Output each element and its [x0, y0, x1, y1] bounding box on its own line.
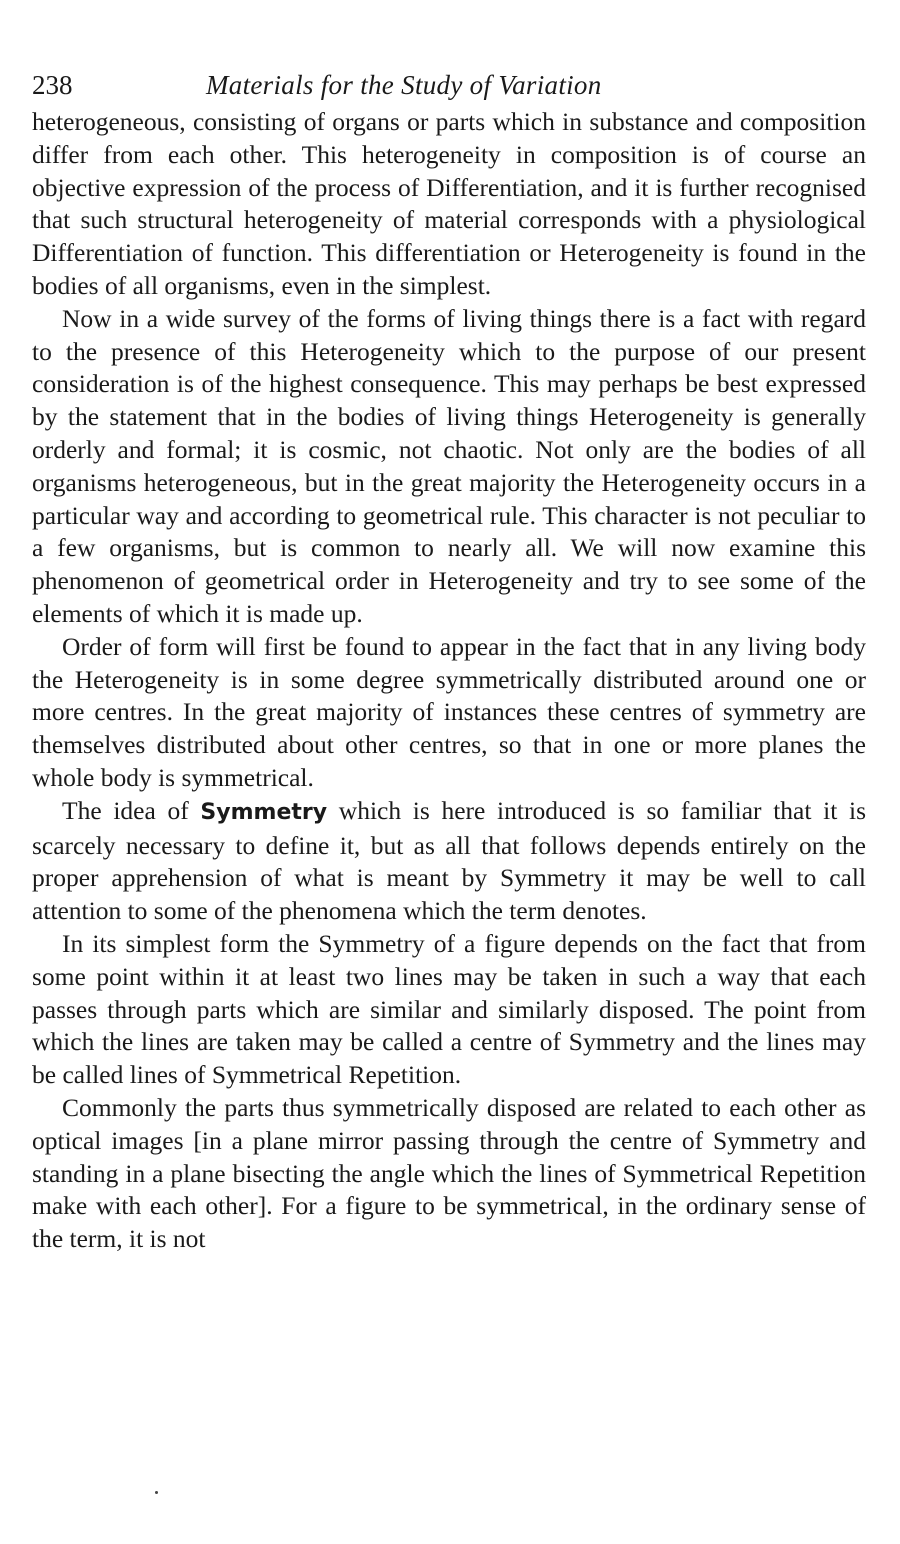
paragraph-text-before: The idea of [62, 795, 201, 825]
paragraph-simplest-form: In its simplest form the Symmetry of a figure depends on the fact that from some point within it at least two lines may be taken in such a way that each passes through parts which are similar and similarly disposed. The point from which the lines are taken may be called a centre of Symmetry and the lines may be called lines of Symmetrical Repetition. [32, 928, 866, 1090]
paragraph-text-after: which is here introduced is so familiar that it is scarcely necessary to define it, but as all that follows depends entirely on the proper apprehension of what is meant by Symmetry it may be well to call attention to some of the phenomena which the term denotes. [32, 795, 867, 926]
paragraph-heterogeneity: Now in a wide survey of the forms of living things there is a fact with regard to the presence of this Heterogeneity which to the purpose of our present consideration is of the highest consequence. This may perhaps be best expressed by the statement that in the bodies of living things Heterogeneity is generally orderly and formal; it is cosmic, not chaotic. Not only are the bodies of all organisms heterogeneous, but in the great majority the Heterogeneity occurs in a particular way and according to geometrical rule. This character is not peculiar to a few organisms, but is common to nearly all. We will now examine this phenomenon of geometrical order in Heterogeneity and try to see some of the elements of which it is made up. [32, 303, 866, 628]
paragraph-symmetry-idea [32, 795, 866, 928]
paragraph-optical-images: Commonly the parts thus symmetrically disposed are related to each other as optical images [in a plane mirror passing through the centre of Symmetry and standing in a plane bisecting the angle which the lines of Symmetrical Repetition make with each other]. For a figure to be symmetrical, in the ordinary sense of the term, it is not [32, 1092, 866, 1254]
bold-term-symmetry: Symmetry [200, 799, 328, 825]
print-speck [155, 1491, 158, 1494]
paragraph-continued: heterogeneous, consisting of organs or parts which in substance and composition differ from each other. This heterogeneity in composition is of course an objective expression of the process of Differentiation, and it is further recognised that such structural heterogeneity of material corresponds with a physiological Differentiation of function. This differentiation or Heterogeneity is found in the bodies of all organisms, even in the simplest. [32, 107, 866, 300]
paragraph-order-of-form: Order of form will first be found to appear in the fact that in any living body the Heterogeneity is in some degree symmetrically distributed around one or more centres. In the great majority of instances these centres of symmetry are themselves distributed about other centres, so that in one or more planes the whole body is symmetrical. [32, 631, 866, 792]
running-head [32, 62, 866, 106]
running-title: Materials for the Study of Variation [206, 70, 602, 100]
page-number: 238 [32, 70, 73, 100]
body-text [32, 106, 866, 1256]
book-page [32, 62, 866, 1256]
